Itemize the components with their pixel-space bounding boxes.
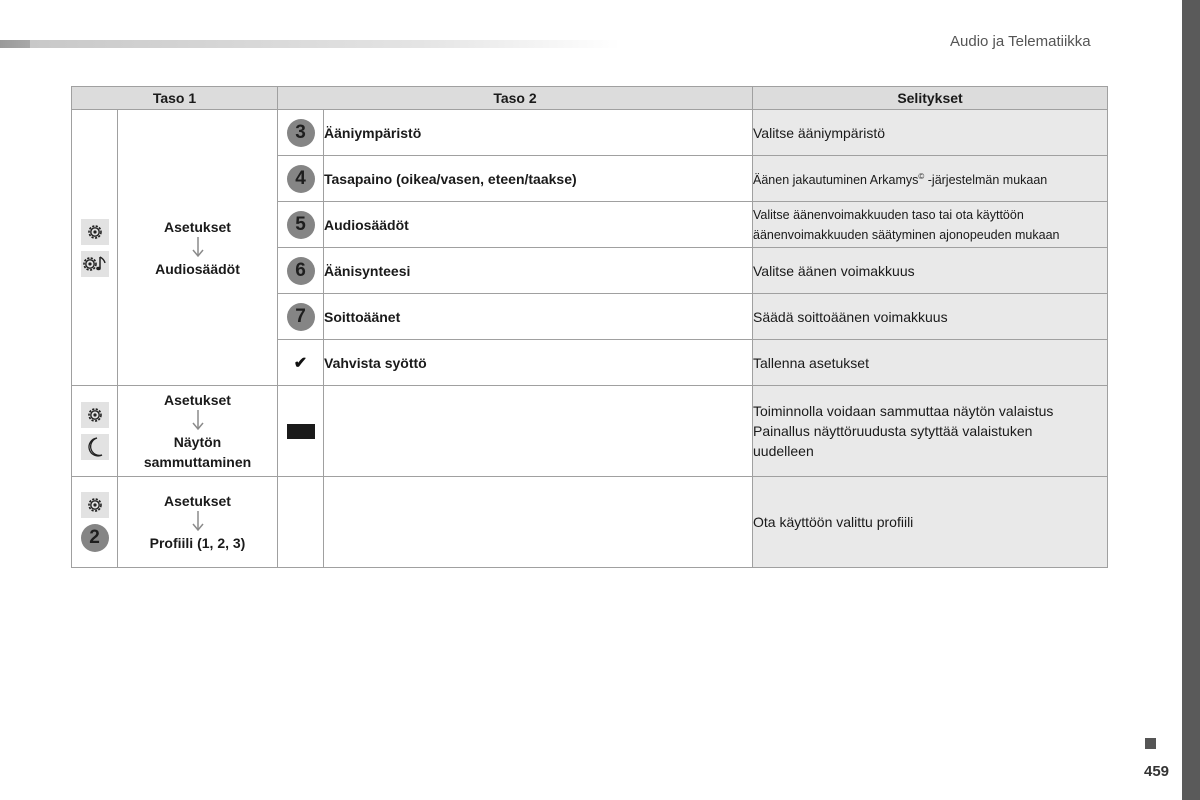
gear-icon (81, 492, 109, 518)
description: Toiminnolla voidaan sammuttaa näytön valaistus Painallus näyttöruudusta sytyttää valaistuken uudelleen (753, 386, 1108, 477)
level1-label-screen-off: sammuttaminen (143, 454, 252, 470)
black-screen-icon (287, 424, 315, 439)
level2-label: Tasapaino (oikea/vasen, eteen/taakse) (324, 156, 753, 202)
description: Äänen jakautuminen Arkamys© -järjestelmän mukaan (753, 156, 1108, 202)
header-explanations: Selitykset (753, 87, 1108, 110)
description: Säädä soittoäänen voimakkuus (753, 294, 1108, 340)
level2-label: Ääniympäristö (324, 110, 753, 156)
level1-profile (118, 477, 278, 568)
number-badge: 5 (287, 211, 315, 239)
description: Tallenna asetukset (753, 340, 1108, 386)
level2-label: Vahvista syöttö (324, 340, 753, 386)
page-edge-strip (1182, 0, 1200, 800)
level1-icons (72, 477, 118, 568)
level2-label: Audiosäädöt (324, 202, 753, 248)
level1-audio-settings (118, 110, 278, 386)
level1-screen-off (118, 386, 278, 477)
arrow-down-icon (191, 237, 205, 259)
settings-table (71, 86, 1108, 568)
number-badge: 7 (287, 303, 315, 331)
level1-icons (72, 386, 118, 477)
decorative-header-bar (0, 40, 620, 48)
description: Valitse äänen voimakkuus (753, 248, 1108, 294)
description: Ota käyttöön valittu profiili (753, 477, 1108, 568)
moon-icon (81, 434, 109, 460)
level2-label: Äänisynteesi (324, 248, 753, 294)
number-badge: 2 (81, 524, 109, 552)
gear-icon (81, 402, 109, 428)
level1-label-audio: Audiosäädöt (155, 260, 240, 277)
arrow-down-icon (191, 511, 205, 533)
level1-label-settings: Asetukset (164, 493, 231, 509)
header-level2: Taso 2 (278, 87, 753, 110)
page-number: 459 (1144, 763, 1170, 780)
table-row (72, 386, 1108, 477)
number-badge: 6 (287, 257, 315, 285)
level1-label-screen: Näytön (173, 434, 222, 450)
level1-label-settings: Asetukset (164, 218, 231, 235)
section-title: Audio ja Telematiikka (950, 33, 1091, 50)
number-badge: 3 (287, 119, 315, 147)
gear-music-icon (81, 251, 109, 277)
gear-icon (81, 219, 109, 245)
number-badge: 4 (287, 165, 315, 193)
description: Valitse äänenvoimakkuuden taso tai ota käyttöön äänenvoimakkuuden säätyminen ajonopeuden mukaan (753, 202, 1108, 248)
level2-label: Soittoäänet (324, 294, 753, 340)
table-row (72, 477, 1108, 568)
page-marker (1145, 738, 1156, 749)
level1-label-profile: Profiili (1, 2, 3) (149, 535, 246, 551)
description: Valitse ääniympäristö (753, 110, 1108, 156)
arrow-down-icon (191, 410, 205, 432)
table-row (72, 110, 1108, 156)
table-header-row (72, 87, 1108, 110)
level1-label-settings: Asetukset (164, 392, 231, 408)
level1-icons (72, 110, 118, 386)
checkmark-icon: ✔ (293, 354, 308, 372)
header-level1: Taso 1 (72, 87, 278, 110)
